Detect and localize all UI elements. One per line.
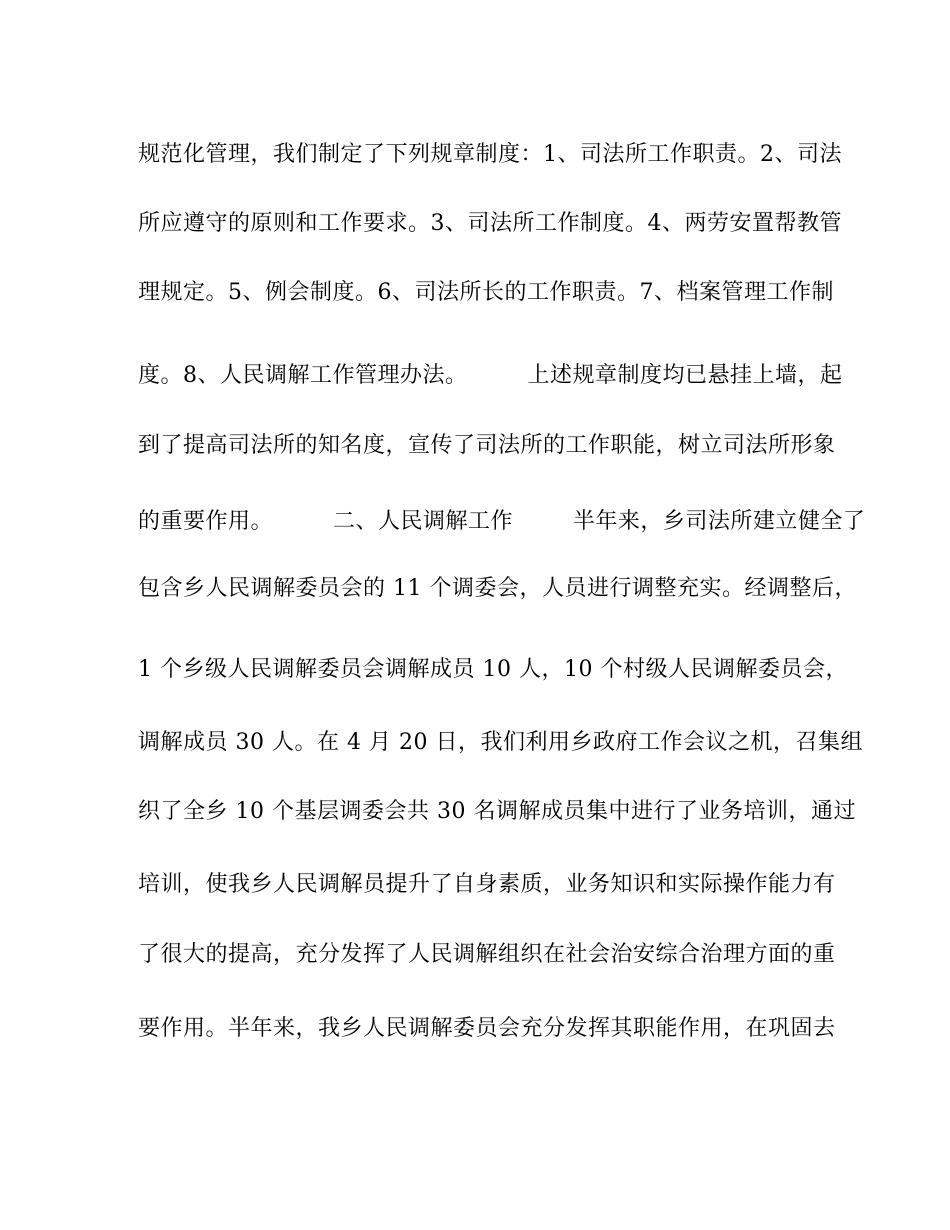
text-line-13: 要作用。半年来，我乡人民调解委员会充分发挥其职能作用，在巩固去 <box>138 1016 836 1041</box>
text-line-6: 的重要作用。 二、人民调解工作 半年来，乡司法所建立健全了 <box>138 509 866 534</box>
text-line-10: 织了全乡 10 个基层调委会共 30 名调解成员集中进行了业务培训，通过 <box>138 799 856 824</box>
text-line-7: 包含乡人民调解委员会的 11 个调委会，人员进行调整充实。经调整后， <box>138 576 857 601</box>
text-line-1: 规范化管理，我们制定了下列规章制度：1、司法所工作职责。2、司法 <box>138 142 842 167</box>
text-line-9: 调解成员 30 人。在 4 月 20 日，我们利用乡政府工作会议之机，召集组 <box>138 730 863 755</box>
text-line-11: 培训，使我乡人民调解员提升了自身素质，业务知识和实际操作能力有 <box>138 872 836 897</box>
text-line-2: 所应遵守的原则和工作要求。3、司法所工作制度。4、两劳安置帮教管 <box>138 211 842 236</box>
text-line-5: 到了提高司法所的知名度，宣传了司法所的工作职能，树立司法所形象 <box>138 433 836 458</box>
text-line-4: 度。8、人民调解工作管理办法。 上述规章制度均已悬挂上墙，起 <box>138 363 843 388</box>
text-line-3: 理规定。5、例会制度。6、司法所长的工作职责。7、档案管理工作制 <box>138 280 834 305</box>
text-line-8: 1 个乡级人民调解委员会调解成员 10 人，10 个村级人民调解委员会， <box>138 657 848 682</box>
text-line-12: 了很大的提高，充分发挥了人民调解组织在社会治安综合治理方面的重 <box>138 942 836 967</box>
